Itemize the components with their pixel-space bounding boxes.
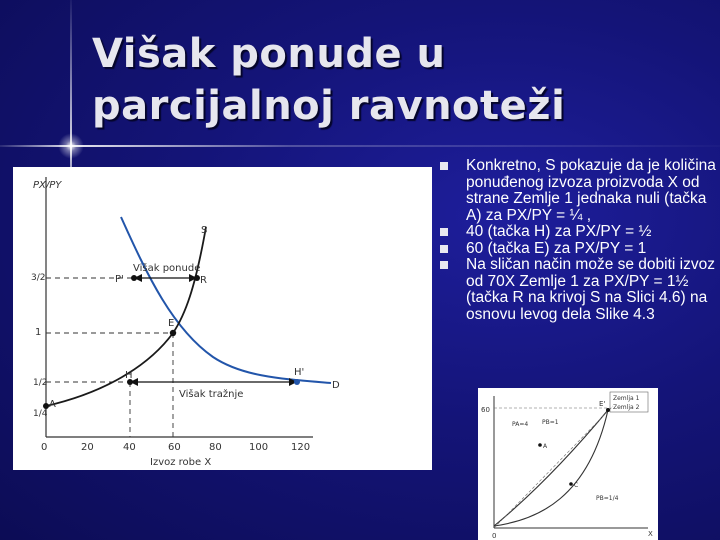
inset-a-label: A bbox=[543, 443, 548, 450]
inset-zemlja1: Zemlja 1 bbox=[613, 395, 640, 402]
point-r-label: R bbox=[200, 275, 207, 286]
inset-zemlja2: Zemlja 2 bbox=[613, 404, 640, 411]
inset-pb1-label: PB=1 bbox=[542, 419, 559, 426]
inset-pa4-label: PA=4 bbox=[512, 421, 529, 428]
inset-pb14-label: PB=1/4 bbox=[596, 495, 619, 502]
x-tick-20: 20 bbox=[81, 442, 94, 453]
inset-y-tick: 60 bbox=[481, 406, 490, 414]
square-bullet-icon bbox=[440, 245, 448, 253]
demand-curve bbox=[121, 217, 331, 383]
point-h-prime-label: H' bbox=[294, 367, 305, 378]
bullet-text: 60 (tačka E) za PX/PY = 1 bbox=[466, 239, 647, 257]
point-p-prime bbox=[131, 275, 137, 281]
inset-x-tick: 0 bbox=[492, 532, 497, 540]
y-tick-one: 1 bbox=[35, 327, 42, 338]
bullet-item bbox=[438, 257, 718, 323]
x-tick-0: 0 bbox=[41, 442, 48, 453]
y-tick-one-quarter: 1/4 bbox=[33, 409, 48, 419]
inset-c-label: C bbox=[574, 482, 579, 489]
slide-title-line-2: parcijalnoj ravnoteži bbox=[92, 83, 566, 129]
x-tick-120: 120 bbox=[291, 442, 311, 453]
demand-curve-label: D bbox=[332, 380, 340, 391]
inset-point-e-prime bbox=[606, 408, 610, 412]
inset-e-prime-label: E' bbox=[599, 400, 606, 408]
bullet-text: 40 (tačka H) za PX/PY = ½ bbox=[466, 223, 652, 240]
slide-title-line-1: Višak ponude u bbox=[92, 31, 446, 77]
supply-curve-label: S bbox=[201, 225, 208, 236]
decorative-light-flare bbox=[56, 131, 86, 161]
x-tick-40: 40 bbox=[123, 442, 136, 453]
square-bullet-icon bbox=[440, 261, 448, 269]
bullet-item bbox=[438, 241, 718, 258]
point-p-prime-label: P' bbox=[115, 274, 124, 285]
bullet-text: Konkretno, S pokazuje da je količina ponuđenog izvoza proizvoda X od strane Zemlje 1 jednaka nuli (tačka A) za PX/PY = ¼ , bbox=[466, 157, 716, 224]
excess-supply-label: Višak ponude bbox=[133, 263, 201, 274]
point-h-label: H bbox=[125, 370, 133, 381]
square-bullet-icon bbox=[440, 228, 448, 236]
inset-figure bbox=[478, 388, 658, 540]
y-tick-one-half: 1/2 bbox=[33, 378, 48, 388]
decorative-horizontal-line bbox=[0, 145, 720, 147]
y-tick-three-halves: 3/2 bbox=[31, 273, 46, 283]
square-bullet-icon bbox=[440, 162, 448, 170]
inset-point-a bbox=[538, 443, 542, 447]
slide-title bbox=[92, 28, 652, 132]
point-e-label: E bbox=[168, 318, 175, 329]
x-axis-label: Izvoz robe X bbox=[150, 457, 212, 468]
y-axis-label: PX/PY bbox=[33, 180, 62, 191]
inset-x-label: X bbox=[648, 530, 653, 538]
x-tick-80: 80 bbox=[209, 442, 222, 453]
x-tick-60: 60 bbox=[168, 442, 181, 453]
inset-point-c bbox=[569, 482, 573, 486]
bullet-item bbox=[438, 224, 718, 241]
supply-demand-figure bbox=[13, 167, 432, 470]
point-e bbox=[170, 330, 176, 336]
bullet-list bbox=[438, 158, 718, 323]
excess-demand-label: Višak tražnje bbox=[179, 389, 244, 400]
point-h-prime bbox=[294, 379, 300, 385]
point-a-label: A bbox=[49, 399, 56, 410]
bullet-item bbox=[438, 158, 718, 224]
x-tick-100: 100 bbox=[249, 442, 269, 453]
bullet-text: Na sličan način može se dobiti izvoz od 70X Zemlje 1 za PX/PY = 1½ (tačka R na krivoj S na Slici 4.6) na osnovu levog dela Slike 4.3 bbox=[466, 256, 715, 323]
